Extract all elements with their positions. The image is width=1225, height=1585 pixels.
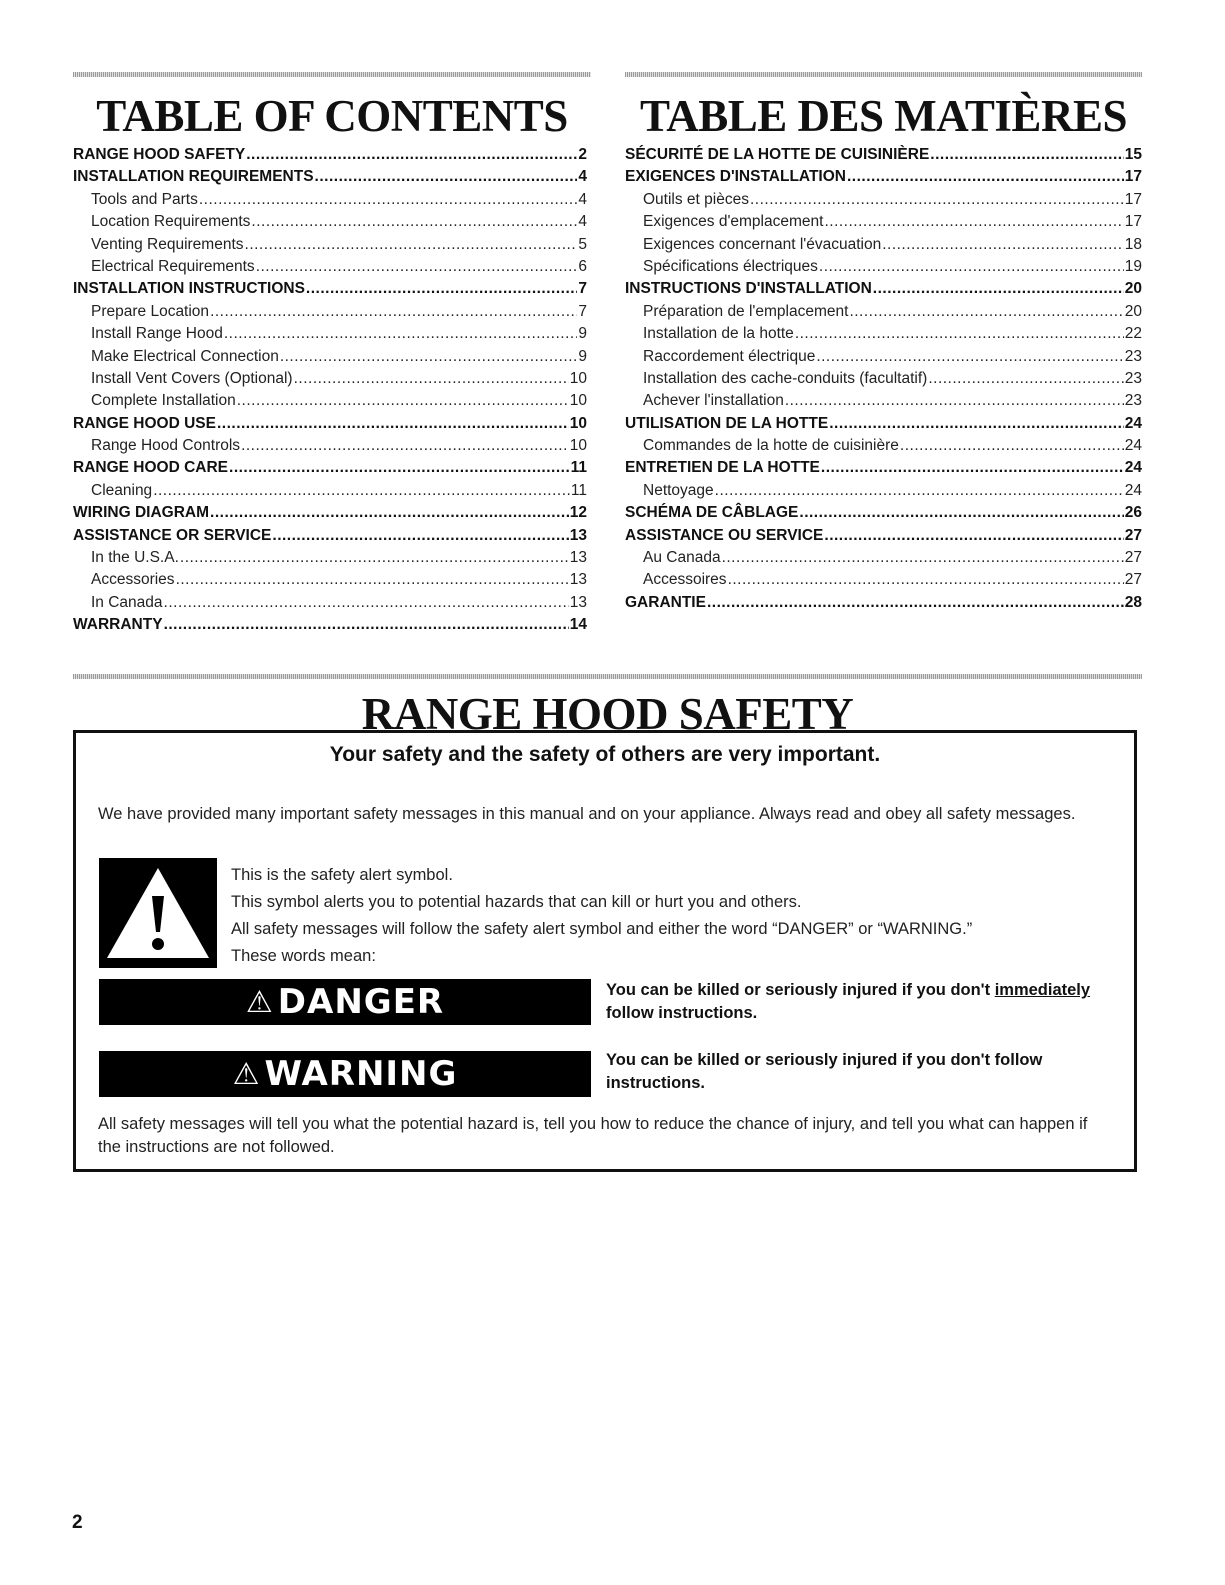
danger-text-underlined: immediately	[994, 981, 1091, 999]
toc-entry	[73, 189, 587, 211]
toc-leader-dots	[799, 502, 1123, 524]
toc-leader-dots	[237, 390, 569, 412]
toc-leader-dots	[199, 189, 578, 211]
toc-entry-page: 27	[1124, 549, 1142, 567]
toc-entry-label: ENTRETIEN DE LA HOTTE	[625, 459, 820, 477]
toc-leader-dots	[816, 346, 1123, 368]
alert-line-3: All safety messages will follow the safety alert symbol and either the word “DANGER” or “WARNING.”	[231, 920, 973, 938]
toc-entry	[73, 480, 587, 502]
safety-box	[73, 730, 1137, 1172]
toc-entry-page: 5	[578, 235, 587, 253]
toc-entry-label: Exigences concernant l'évacuation	[643, 235, 882, 253]
toc-leader-dots	[245, 234, 578, 256]
toc-entry	[73, 592, 587, 614]
toc-leader-dots	[829, 413, 1124, 435]
toc-entry-label: Install Vent Covers (Optional)	[91, 369, 293, 387]
toc-leader-dots	[251, 211, 577, 233]
toc-entry-page: 7	[578, 302, 587, 320]
toc-entry-page: 17	[1124, 168, 1142, 186]
toc-entry-label: Tools and Parts	[91, 190, 198, 208]
toc-entry-page: 13	[569, 549, 587, 567]
toc-entry	[73, 502, 587, 524]
toc-leader-dots	[315, 166, 578, 188]
danger-text-b: follow instructions.	[606, 1004, 758, 1022]
danger-label: DANGER	[277, 982, 445, 1022]
toc-entry	[625, 301, 1142, 323]
toc-leader-dots	[256, 256, 578, 278]
toc-entry-label: Au Canada	[643, 549, 721, 567]
toc-entry-page: 24	[1124, 437, 1142, 455]
toc-entry	[73, 346, 587, 368]
toc-leader-dots	[229, 457, 570, 479]
toc-leader-dots	[176, 569, 569, 591]
danger-text	[606, 979, 1126, 1025]
toc-entry	[73, 323, 587, 345]
toc-leader-dots	[306, 278, 577, 300]
alert-line-2: This symbol alerts you to potential hazards that can kill or hurt you and others.	[231, 893, 802, 911]
toc-entry	[625, 144, 1142, 166]
toc-entry	[625, 166, 1142, 188]
toc-entry	[73, 166, 587, 188]
toc-en-list	[73, 144, 587, 637]
toc-entry-label: Electrical Requirements	[91, 257, 255, 275]
toc-entry-label: RANGE HOOD CARE	[73, 459, 229, 477]
toc-entry-label: Installation des cache-conduits (facultatif)	[643, 369, 928, 387]
toc-entry	[625, 390, 1142, 412]
toc-entry-page: 13	[569, 526, 587, 544]
toc-entry-page: 11	[570, 459, 587, 477]
toc-leader-dots	[180, 547, 569, 569]
toc-entry-page: 9	[578, 347, 587, 365]
toc-leader-dots	[785, 390, 1124, 412]
toc-entry	[73, 256, 587, 278]
toc-entry-label: Raccordement électrique	[643, 347, 816, 365]
toc-entry	[625, 346, 1142, 368]
toc-leader-dots	[241, 435, 569, 457]
toc-entry-page: 10	[569, 392, 587, 410]
toc-entry	[73, 234, 587, 256]
toc-entry-page: 15	[1124, 146, 1142, 163]
toc-entry-page: 24	[1124, 459, 1142, 477]
toc-fr-title: TABLE DES MATIÈRES	[640, 91, 1127, 141]
toc-entry-label: INSTALLATION REQUIREMENTS	[73, 168, 314, 186]
toc-leader-dots	[928, 368, 1123, 390]
toc-entry-page: 28	[1124, 593, 1142, 611]
toc-entry-label: UTILISATION DE LA HOTTE	[625, 414, 829, 432]
top-rule-right	[625, 72, 1142, 77]
toc-entry-page: 17	[1124, 213, 1142, 231]
toc-entry-label: INSTRUCTIONS D'INSTALLATION	[625, 280, 872, 298]
toc-entry-page: 23	[1124, 369, 1142, 387]
toc-entry	[625, 502, 1142, 524]
toc-entry-page: 23	[1124, 392, 1142, 410]
toc-en-title: TABLE OF CONTENTS	[96, 91, 568, 141]
safety-intro: We have provided many important safety messages in this manual and on your appliance. Always read and obey all safety messages.	[98, 805, 1076, 823]
toc-entry	[73, 390, 587, 412]
toc-entry-page: 13	[569, 593, 587, 611]
toc-entry-label: ASSISTANCE OU SERVICE	[625, 526, 824, 544]
toc-entry-page: 4	[578, 213, 587, 231]
toc-leader-dots	[272, 525, 568, 547]
toc-leader-dots	[824, 525, 1123, 547]
toc-entry-label: Nettoyage	[643, 481, 714, 499]
toc-entry-page: 11	[570, 481, 587, 499]
toc-leader-dots	[153, 480, 570, 502]
toc-entry-label: Installation de la hotte	[643, 325, 794, 343]
toc-leader-dots	[847, 166, 1124, 188]
toc-entry-page: 10	[569, 437, 587, 455]
toc-leader-dots	[728, 569, 1124, 591]
toc-entry-label: Outils et pièces	[643, 190, 749, 208]
toc-entry	[625, 256, 1142, 278]
toc-entry-label: Accessories	[91, 571, 175, 589]
toc-entry-label: Range Hood Controls	[91, 437, 241, 455]
toc-entry-label: Exigences d'emplacement	[643, 213, 824, 231]
alert-line-4: These words mean:	[231, 947, 376, 965]
toc-leader-dots	[224, 323, 578, 345]
toc-entry-label: RANGE HOOD SAFETY	[73, 146, 246, 163]
toc-leader-dots	[873, 278, 1124, 300]
toc-entry-page: 10	[569, 369, 587, 387]
section-rule	[73, 674, 1142, 679]
toc-leader-dots	[164, 614, 569, 636]
toc-entry-page: 13	[569, 571, 587, 589]
toc-entry	[73, 435, 587, 457]
toc-leader-dots	[294, 368, 569, 390]
toc-entry-label: Spécifications électriques	[643, 257, 818, 275]
toc-leader-dots	[210, 301, 577, 323]
toc-leader-dots	[707, 592, 1124, 614]
toc-leader-dots	[882, 234, 1124, 256]
toc-entry-label: Accessoires	[643, 571, 727, 589]
toc-entry-label: EXIGENCES D'INSTALLATION	[625, 168, 846, 186]
toc-entry-page: 26	[1124, 504, 1142, 522]
top-rule-left	[73, 72, 591, 77]
toc-entry-label: ASSISTANCE OR SERVICE	[73, 526, 272, 544]
toc-leader-dots	[819, 256, 1124, 278]
toc-entry-page: 22	[1124, 325, 1142, 343]
toc-entry	[73, 413, 587, 435]
toc-entry	[73, 368, 587, 390]
toc-entry	[73, 457, 587, 479]
safety-alert-icon	[99, 858, 217, 968]
toc-entry-page: 7	[578, 280, 587, 298]
warning-text: You can be killed or seriously injured if you don't follow instructions.	[606, 1051, 1043, 1092]
toc-entry	[625, 368, 1142, 390]
toc-leader-dots	[824, 211, 1123, 233]
safety-title: RANGE HOOD SAFETY	[361, 689, 854, 739]
toc-entry-label: SCHÉMA DE CÂBLAGE	[625, 504, 799, 522]
toc-entry-label: In Canada	[91, 593, 163, 611]
toc-leader-dots	[246, 144, 577, 166]
toc-entry-label: GARANTIE	[625, 593, 706, 611]
toc-entry-label: SÉCURITÉ DE LA HOTTE DE CUISINIÈRE	[625, 146, 930, 163]
toc-entry	[73, 525, 587, 547]
toc-entry-label: Complete Installation	[91, 392, 236, 410]
toc-entry-label: RANGE HOOD USE	[73, 414, 216, 432]
danger-signal-word	[99, 979, 591, 1025]
toc-entry-label: Location Requirements	[91, 213, 251, 231]
toc-entry-page: 14	[569, 616, 587, 634]
toc-leader-dots	[217, 413, 569, 435]
toc-entry	[73, 547, 587, 569]
toc-entry	[625, 480, 1142, 502]
toc-entry	[625, 569, 1142, 591]
toc-entry	[625, 234, 1142, 256]
toc-entry-label: Venting Requirements	[91, 235, 244, 253]
toc-leader-dots	[280, 346, 578, 368]
toc-entry	[625, 278, 1142, 300]
toc-entry-label: Prepare Location	[91, 302, 210, 320]
toc-leader-dots	[715, 480, 1124, 502]
toc-entry	[625, 525, 1142, 547]
toc-entry-page: 20	[1124, 302, 1142, 320]
toc-entry-page: 6	[578, 257, 587, 275]
toc-entry-page: 24	[1124, 414, 1142, 432]
toc-entry	[73, 211, 587, 233]
toc-fr-list	[625, 144, 1142, 614]
toc-entry	[73, 144, 587, 166]
toc-entry-page: 19	[1124, 257, 1142, 275]
toc-entry-label: Cleaning	[91, 481, 153, 499]
toc-entry-label: Commandes de la hotte de cuisinière	[643, 437, 899, 455]
toc-entry-page: 17	[1124, 190, 1142, 208]
toc-entry-page: 9	[578, 325, 587, 343]
toc-leader-dots	[722, 547, 1124, 569]
page-number: 2	[72, 1512, 83, 1533]
toc-leader-dots	[849, 301, 1123, 323]
toc-entry	[625, 592, 1142, 614]
warning-signal-word	[99, 1051, 591, 1097]
toc-entry-page: 20	[1124, 280, 1142, 298]
toc-leader-dots	[821, 457, 1124, 479]
alert-line-1: This is the safety alert symbol.	[231, 866, 453, 884]
toc-entry-page: 18	[1124, 235, 1142, 253]
toc-entry-label: WARRANTY	[73, 616, 163, 634]
toc-entry-page: 12	[569, 504, 587, 522]
toc-entry	[625, 413, 1142, 435]
safety-heading: Your safety and the safety of others are very important.	[329, 743, 881, 766]
toc-entry-label: Make Electrical Connection	[91, 347, 279, 365]
toc-entry-page: 24	[1124, 481, 1142, 499]
toc-entry	[625, 547, 1142, 569]
toc-entry-label: Préparation de l'emplacement	[643, 302, 849, 320]
toc-entry	[625, 435, 1142, 457]
toc-entry	[73, 278, 587, 300]
safety-closing: All safety messages will tell you what the potential hazard is, tell you how to reduce the chance of injury, and tell you what can happen if the instructions are not followed.	[98, 1115, 1088, 1156]
toc-entry-page: 27	[1124, 526, 1142, 544]
toc-entry	[73, 301, 587, 323]
toc-entry-label: WIRING DIAGRAM	[73, 504, 210, 522]
toc-entry-page: 2	[578, 146, 587, 163]
toc-entry-page: 4	[578, 168, 587, 186]
toc-entry-label: In the U.S.A.	[91, 549, 179, 567]
warning-label: WARNING	[264, 1054, 458, 1094]
toc-entry-label: INSTALLATION INSTRUCTIONS	[73, 280, 305, 298]
danger-alert-icon: ⚠	[245, 984, 274, 1020]
toc-entry	[625, 323, 1142, 345]
toc-leader-dots	[210, 502, 569, 524]
toc-entry	[73, 569, 587, 591]
toc-entry	[625, 189, 1142, 211]
toc-entry-page: 10	[569, 414, 587, 432]
toc-leader-dots	[164, 592, 569, 614]
warning-alert-icon: ⚠	[232, 1056, 261, 1092]
toc-entry	[73, 614, 587, 636]
toc-entry-page: 23	[1124, 347, 1142, 365]
toc-leader-dots	[900, 435, 1124, 457]
toc-leader-dots	[750, 189, 1124, 211]
toc-entry-label: Install Range Hood	[91, 325, 223, 343]
toc-entry-page: 27	[1124, 571, 1142, 589]
danger-text-a: You can be killed or seriously injured if you don't	[606, 981, 995, 999]
toc-leader-dots	[930, 144, 1123, 166]
toc-entry	[625, 211, 1142, 233]
toc-entry-label: Achever l'installation	[643, 392, 784, 410]
toc-entry-page: 4	[578, 190, 587, 208]
toc-entry	[625, 457, 1142, 479]
toc-leader-dots	[795, 323, 1124, 345]
